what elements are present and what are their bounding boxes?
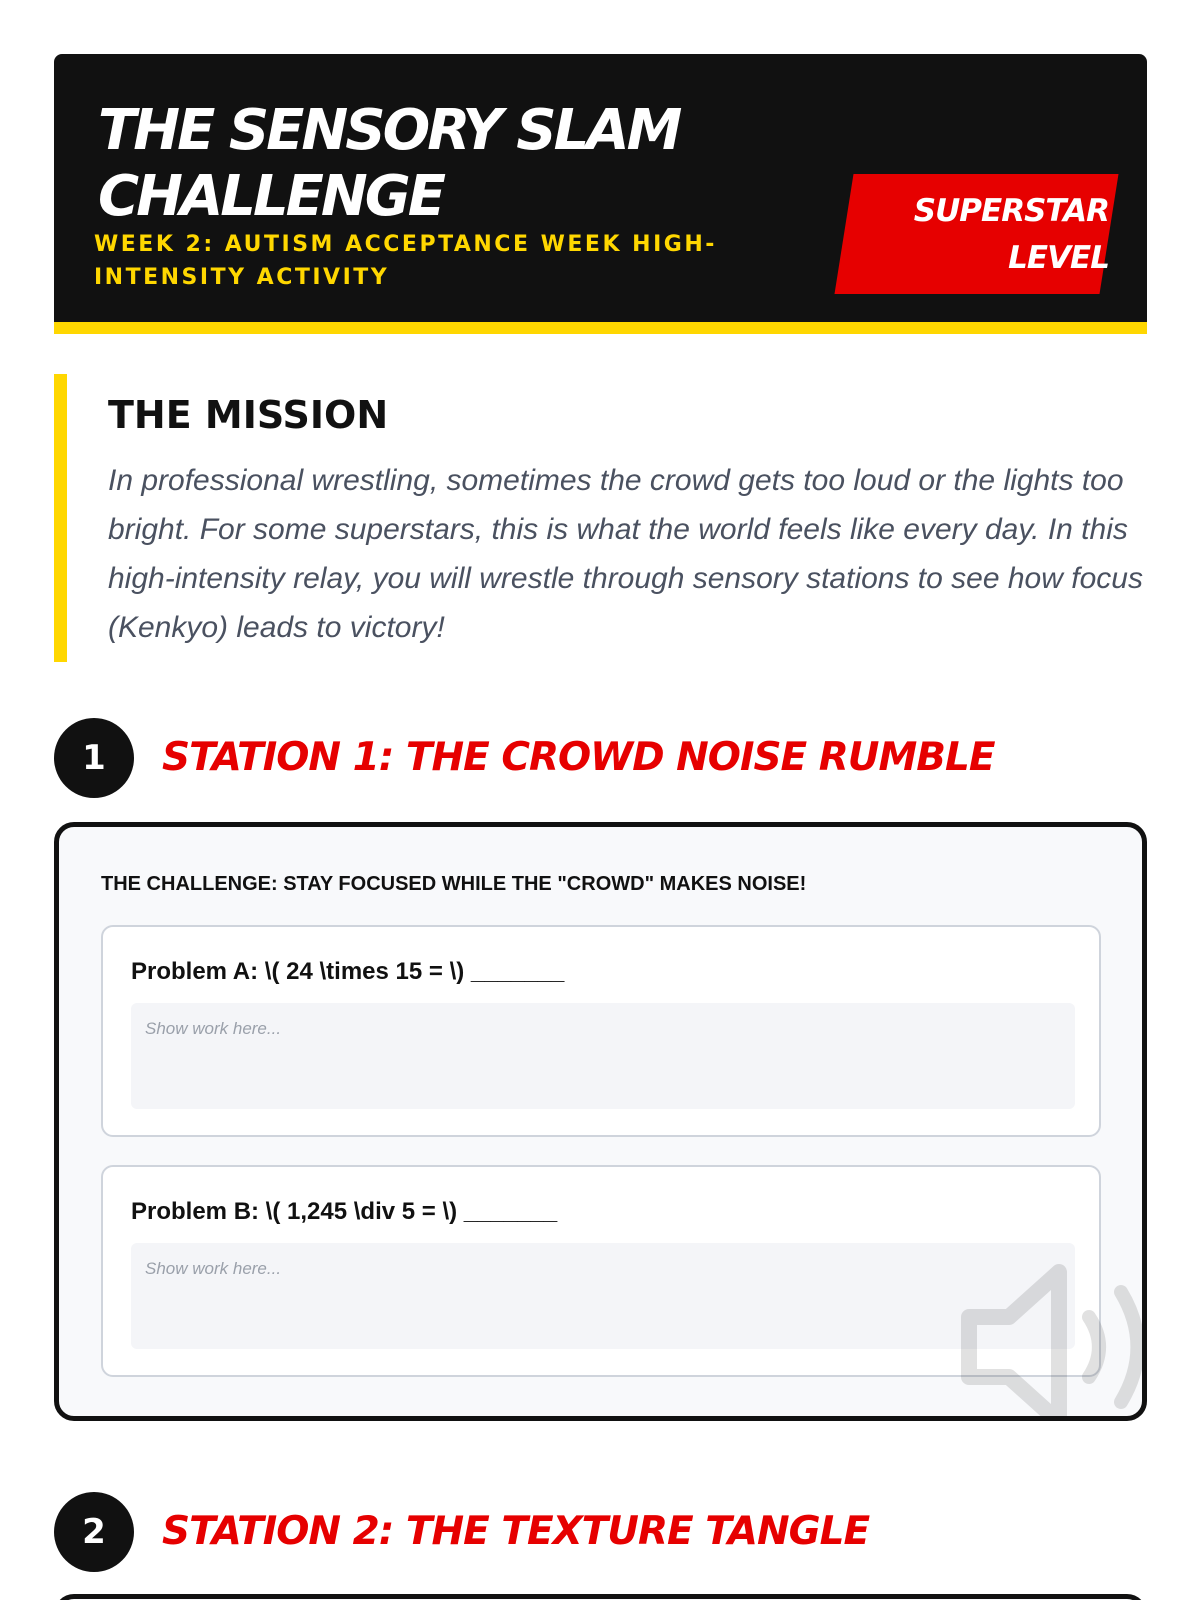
station-1-heading (54, 718, 1147, 798)
problem-b-label: Problem B: \( 1,245 \div 5 = \) _______ (131, 1198, 558, 1225)
level-badge-label: SUPERSTAR LEVEL (913, 193, 1109, 276)
station-2-card (54, 1594, 1147, 1600)
header-banner (54, 54, 1147, 334)
challenge-label: THE CHALLENGE: STAY FOCUSED WHILE THE "CROWD" MAKES NOISE! (101, 873, 807, 895)
mission-section (54, 374, 1147, 662)
station-title: STATION 2: THE TEXTURE TANGLE (162, 1509, 870, 1554)
station-1-card (54, 822, 1147, 1421)
station-title: STATION 1: THE CROWD NOISE RUMBLE (162, 735, 995, 780)
problem-a-card (101, 925, 1101, 1137)
page-title: THE SENSORY SLAM CHALLENGE (98, 98, 680, 229)
station-number-badge: 2 (54, 1492, 134, 1572)
mission-title: THE MISSION (108, 393, 389, 437)
problem-b-work-input[interactable] (131, 1243, 1075, 1349)
station-2-heading (54, 1492, 1147, 1572)
station-number-badge: 1 (54, 718, 134, 798)
problem-b-card (101, 1165, 1101, 1377)
problem-a-work-input[interactable] (131, 1003, 1075, 1109)
speaker-icon (959, 1262, 1147, 1421)
problem-a-label: Problem A: \( 24 \times 15 = \) _______ (131, 958, 565, 985)
page-subtitle: WEEK 2: AUTISM ACCEPTANCE WEEK HIGH-INTENSITY ACTIVITY (94, 232, 717, 290)
mission-text: In professional wrestling, sometimes the crowd gets too loud or the lights too bright. For some superstars, this is what the world feels like every day. In this high-intensity relay, you will wrestle through sensory stations to see how focus (Kenkyo) leads to victory! (108, 464, 1143, 644)
